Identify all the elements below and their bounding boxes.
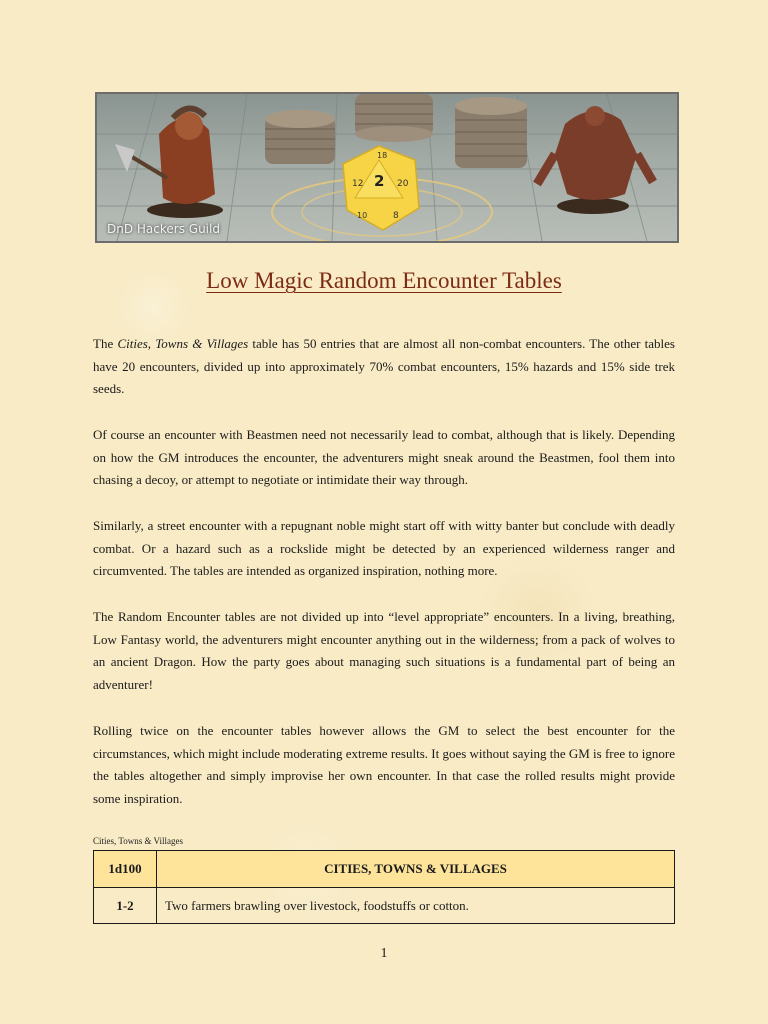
- paragraph-4: The Random Encounter tables are not divided up into “level appropriate” encounters. In a living, breathing, Low Fantasy world, the adventurers might encounter anything out in the wilderness; from a pack of wolves to an ancient Dragon. How the party goes about managing such situations is a fundamental part of being an adventurer!: [93, 609, 675, 692]
- coin-stack-right: [455, 97, 527, 168]
- page-title: Low Magic Random Encounter Tables: [206, 268, 562, 293]
- paragraph-3: Similarly, a street encounter with a repugnant noble might start off with witty banter but conclude with deadly combat. Or a hazard such as a rockslide might be detected by an experienced wilderness ranger and circumvented. The tables are intended as organized inspiration, nothing more.: [93, 518, 675, 578]
- table-row: [94, 888, 675, 924]
- figure-beastman: [115, 108, 223, 218]
- d20-die: [343, 146, 419, 230]
- table-caption: Cities, Towns & Villages: [93, 836, 183, 846]
- paragraph-1: The Cities, Towns & Villages table has 50 entries that are almost all non-combat encounters. The other tables have 20 encounters, divided up into approximately 70% combat encounters, 15% hazards and 15% side trek seeds.: [93, 336, 675, 396]
- banner-illustration: [97, 94, 677, 241]
- banner-image: [95, 92, 679, 243]
- svg-text:18: 18: [377, 151, 388, 160]
- svg-text:12: 12: [352, 179, 364, 189]
- banner-caption: DnD Hackers Guild: [107, 222, 220, 236]
- svg-text:20: 20: [397, 179, 409, 189]
- svg-text:10: 10: [357, 211, 368, 220]
- table-header-row: [94, 851, 675, 888]
- svg-text:2: 2: [374, 172, 385, 190]
- svg-text:8: 8: [393, 211, 399, 221]
- encounter-cell: Two farmers brawling over livestock, foodstuffs or cotton.: [157, 888, 675, 924]
- paragraph-2: Of course an encounter with Beastmen need not necessarily lead to combat, although that is likely. Depending on how the GM introduces the encounter, the adventurers might sneak around the Beastmen, fool them into chasing a decoy, or attempt to negotiate or intimidate their way through.: [93, 427, 675, 487]
- roll-range-cell: 1-2: [94, 888, 157, 924]
- coin-stack-middle: [355, 94, 433, 142]
- page-number: 1: [380, 946, 388, 961]
- column-header-encounter: CITIES, TOWNS & VILLAGES: [157, 851, 675, 888]
- column-header-roll: 1d100: [94, 851, 157, 888]
- paragraph-5: Rolling twice on the encounter tables however allows the GM to select the best encounter for the circumstances, which might include moderating extreme results. It goes without saying the GM is free to ignore the tables altogether and simply improvise her own encounter. In that case the rolled results might provide some inspiration.: [93, 723, 675, 806]
- encounter-table: [93, 850, 675, 924]
- coin-stack-left: [265, 110, 335, 164]
- table-name-emphasis: Cities, Towns & Villages: [117, 336, 249, 351]
